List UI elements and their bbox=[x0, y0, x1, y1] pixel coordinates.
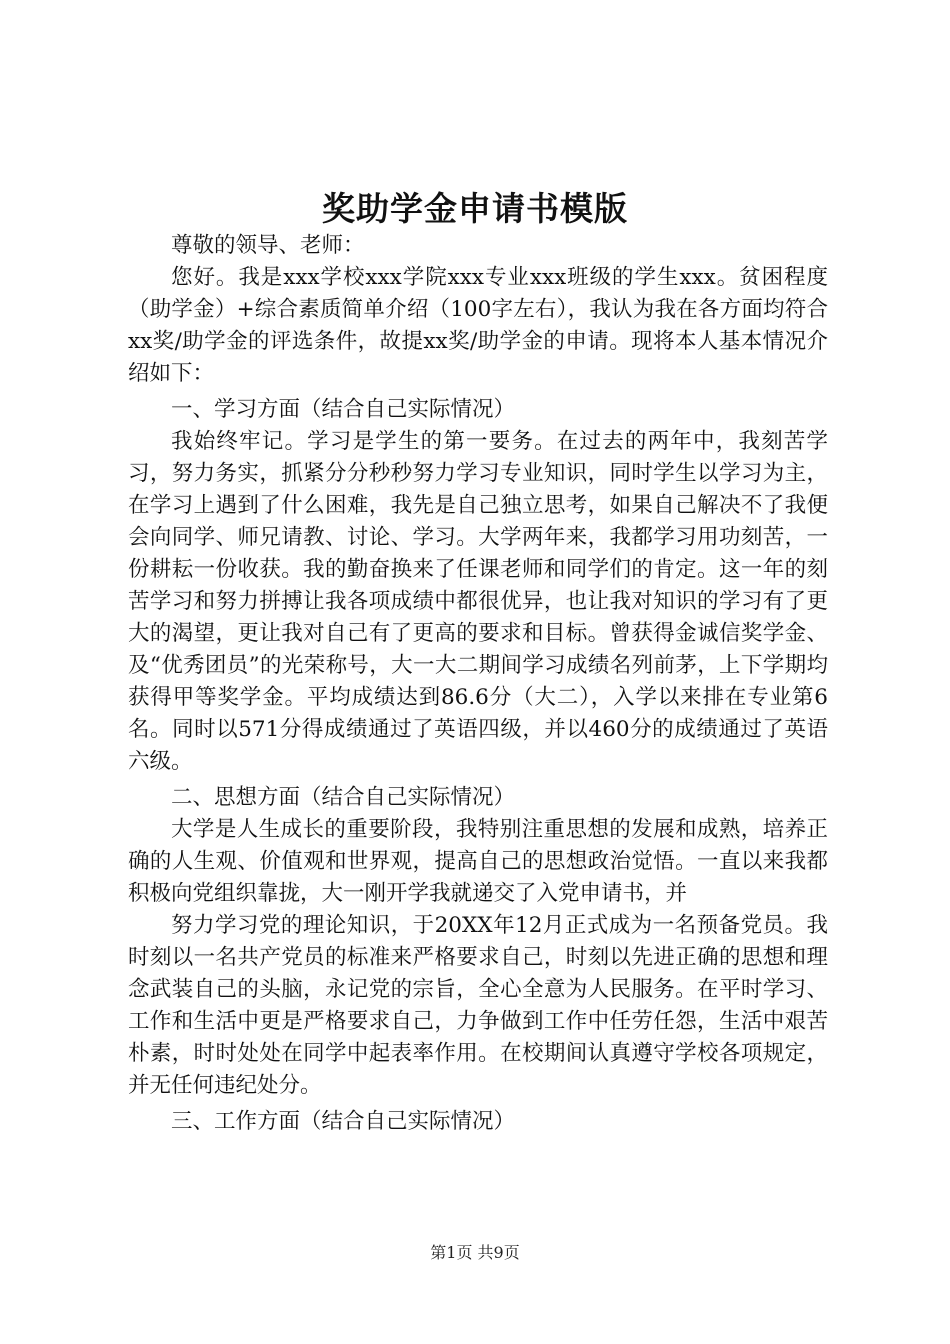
intro-paragraph: 您好。我是xxx学校xxx学院xxx专业xxx班级的学生xxx。贫困程度（助学金）+综合素质简单介绍（100字左右），我认为我在各方面均符合xx奖/助学金的评选条件，故提xx奖/助学金的申请。现将本人基本情况介绍如下： bbox=[128, 265, 828, 386]
thought-paragraph-2: 努力学习党的理论知识，于20XX年12月正式成为一名预备党员。我时刻以一名共产党员的标准来严格要求自己，时刻以先进正确的思想和理念武装自己的头脑，永记党的宗旨，全心全意为人民服务。在平时学习、工作和生活中更是严格要求自己，力争做到工作中任劳任怨，生活中艰苦朴素，时时处处在同学中起表率作用。在校期间认真遵守学校各项规定，并无任何违纪处分。 bbox=[128, 913, 828, 1098]
document-body bbox=[128, 230, 828, 1138]
salutation: 尊敬的领导、老师： bbox=[171, 233, 365, 258]
study-paragraph: 我始终牢记。学习是学生的第一要务。在过去的两年中，我刻苦学习，努力务实，抓紧分分秒秒努力学习专业知识，同时学生以学习为主，在学习上遇到了什么困难，我先是自己独立思考，如果自己解决不了我便会向同学、师兄请教、讨论、学习。大学两年来，我都学习用功刻苦，一份耕耘一份收获。我的勤奋换来了任课老师和同学们的肯定。这一年的刻苦学习和努力拼搏让我各项成绩中都很优异，也让我对知识的学习有了更大的渴望，更让我对自己有了更高的要求和目标。曾获得金诚信奖学金、及“优秀团员”的光荣称号，大一大二期间学习成绩名列前茅，上下学期均获得甲等奖学金。平均成绩达到86.6分（大二），入学以来排在专业第6名。同时以571分得成绩通过了英语四级，并以460分的成绩通过了英语六级。 bbox=[128, 429, 828, 774]
section-heading-work: 三、工作方面（结合自己实际情况） bbox=[171, 1109, 516, 1134]
thought-paragraph-1: 大学是人生成长的重要阶段，我特别注重思想的发展和成熟，培养正确的人生观、价值观和世界观，提高自己的思想政治觉悟。一直以来我都积极向党组织靠拢，大一刚开学我就递交了入党申请书，并 bbox=[128, 817, 828, 906]
document-title: 奖助学金申请书模版 bbox=[322, 189, 628, 228]
section-heading-thought: 二、思想方面（结合自己实际情况） bbox=[171, 785, 516, 810]
page-footer: 第1页 共9页 bbox=[430, 1243, 520, 1262]
section-heading-study: 一、学习方面（结合自己实际情况） bbox=[171, 397, 516, 422]
